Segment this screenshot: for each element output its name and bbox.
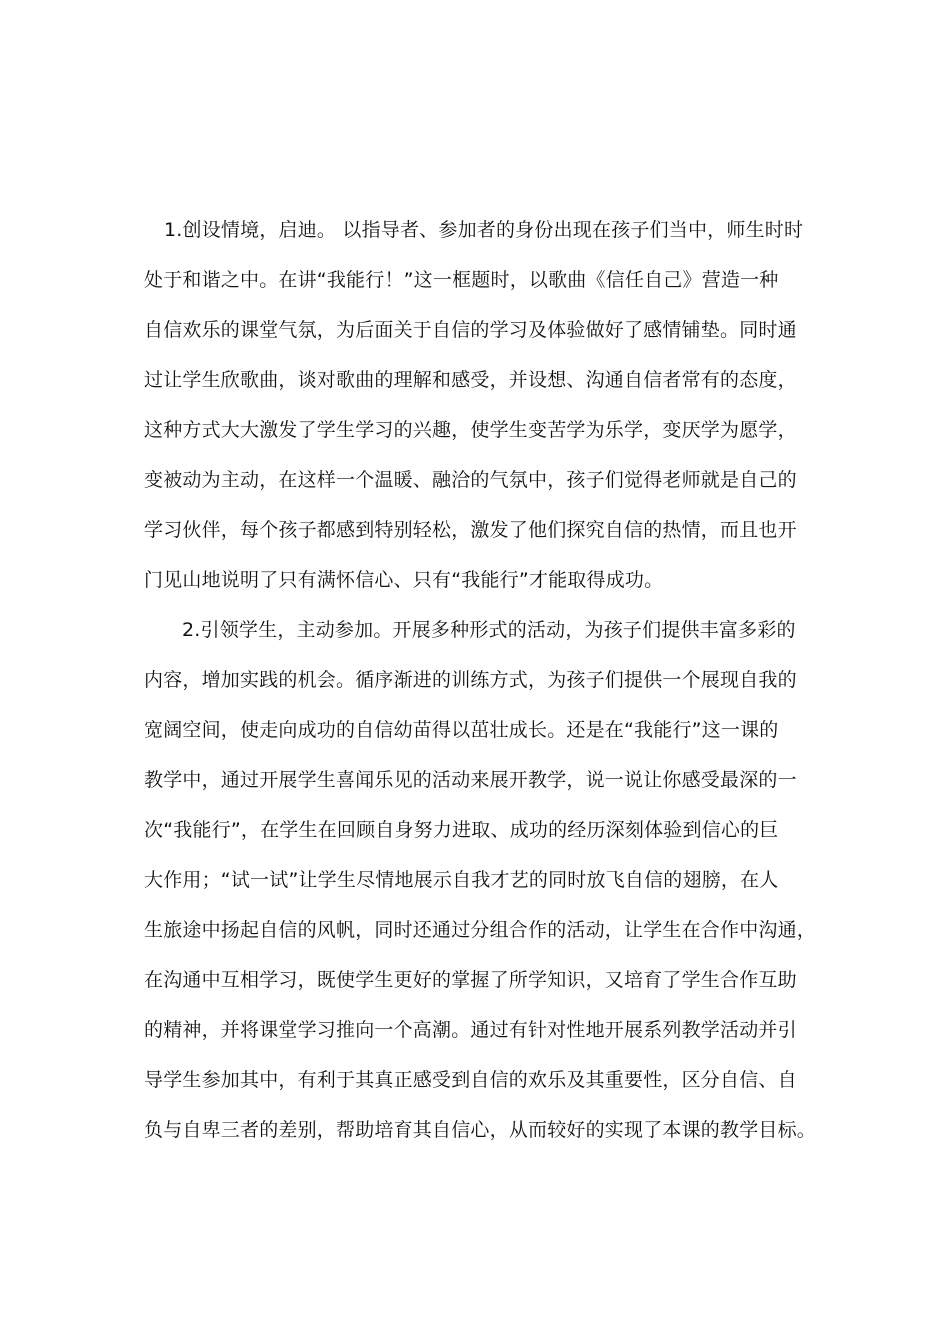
paragraph-2-line-11: 负与自卑三者的差别，帮助培育其自信心，从而较好的实现了本课的教学目标。 <box>144 1119 817 1141</box>
paragraph-1-line-5: 这种方式大大激发了学生学习的兴趣，使学生变苦学为乐学，变厌学为愿学， <box>144 419 797 441</box>
paragraph-2-line-9: 的精神，并将课堂学习推向一个高潮。通过有针对性地开展系列教学活动并引 <box>144 1019 797 1041</box>
paragraph-1 <box>144 209 804 609</box>
paragraph-1-line-6: 变被动为主动，在这样一个温暖、融洽的气氛中，孩子们觉得老师就是自己的 <box>144 469 797 491</box>
paragraph-1-line-2: 处于和谐之中。在讲“我能行！”这一框题时，以歌曲《信任自己》营造一种 <box>144 269 779 291</box>
paragraph-2-line-8: 在沟通中互相学习，既使学生更好的掌握了所学知识，又培育了学生合作互助 <box>144 969 797 991</box>
document-body <box>144 209 817 1159</box>
paragraph-2-line-5: 次“我能行”，在学生在回顾自身努力进取、成功的经历深刻体验到信心的巨 <box>144 819 779 841</box>
paragraph-1-line-4: 过让学生欣歌曲，谈对歌曲的理解和感受，并设想、沟通自信者常有的态度， <box>144 369 797 391</box>
paragraph-2-line-3: 宽阔空间，使走向成功的自信幼苗得以茁壮成长。还是在“我能行”这一课的 <box>144 719 779 741</box>
paragraph-2-line-6: 大作用；“试一试”让学生尽情地展示自我才艺的同时放飞自信的翅膀，在人 <box>144 869 779 891</box>
paragraph-2-line-10: 导学生参加其中，有利于其真正感受到自信的欢乐及其重要性，区分自信、自 <box>144 1069 797 1091</box>
paragraph-2 <box>144 609 817 1159</box>
paragraph-2-line-2: 内容，增加实践的机会。循序渐进的训练方式，为孩子们提供一个展现自我的 <box>144 669 797 691</box>
paragraph-1-line-3: 自信欢乐的课堂气氛，为后面关于自信的学习及体验做好了感情铺垫。同时通 <box>144 319 797 341</box>
paragraph-2-line-4: 教学中，通过开展学生喜闻乐见的活动来展开教学，说一说让你感受最深的一 <box>144 769 797 791</box>
paragraph-2-line-7: 生旅途中扬起自信的风帆，同时还通过分组合作的活动，让学生在合作中沟通， <box>144 919 817 941</box>
paragraph-1-line-7: 学习伙伴，每个孩子都感到特别轻松，激发了他们探究自信的热情，而且也开 <box>144 519 797 541</box>
paragraph-2-line-1: 2.引领学生，主动参加。开展多种形式的活动，为孩子们提供丰富多彩的 <box>182 619 796 641</box>
paragraph-1-line-8: 门见山地说明了只有满怀信心、只有“我能行”才能取得成功。 <box>144 569 664 591</box>
paragraph-1-line-1: 1.创设情境，启迪。 以指导者、参加者的身份出现在孩子们当中，师生时时 <box>164 219 804 241</box>
